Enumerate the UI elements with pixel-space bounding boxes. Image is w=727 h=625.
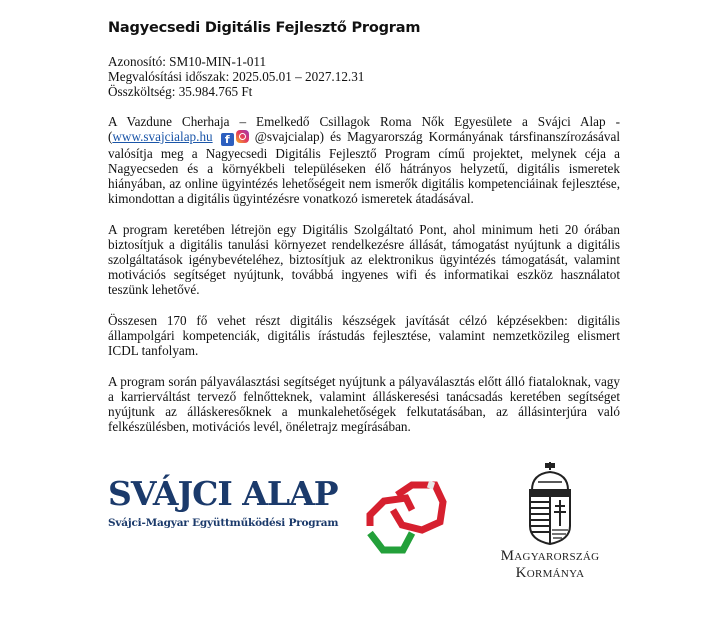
hexagon-links-icon: [360, 470, 460, 570]
project-cost: Összköltség: 35.984.765 Ft: [108, 84, 253, 99]
document-body: [108, 18, 620, 450]
government-line1: Magyarország: [500, 548, 600, 564]
project-meta: [108, 54, 620, 99]
intro-text-end: @svajcialap) és Magyarország Kormányának társfinanszírozásával valósítja meg a Nagyecsedi Digitális Fejlesztő Program című projektet, melynek céja a Nagyecseden és a környékbeli településeken élő hátrányos helyzetű, digitális ismeretek hiányában, az online ügyintézés lehetőségeit nem ismerők digitális kompetenciáinak fejlesztése, kimondottan a digitális ügyintézésre vonatkozó ismeretek átadásával.: [108, 129, 621, 206]
paragraph-service-point: A program keretében létrejön egy Digitális Szolgáltató Pont, ahol minimum heti 20 órában biztosítjuk a digitális tanulási környezet rendelkezésre állását, támogatást nyújtunk a digitális szolgáltatások igénybevételéhez, biztosítjuk az elektronikus ügyintézés támogatását, valamint motivációs segítséget nyújtunk, továbbá ingyenes wifi és informatikai eszköz használatot teszünk lehetővé.: [108, 222, 620, 297]
government-line2: Kormánya: [515, 565, 585, 581]
intro-text-start: A Vazdune Cherhaja – Emelkedő Csillagok Roma Nők Egyesülete a Svájci Alap - (: [108, 114, 620, 144]
svajci-alap-logo: [108, 475, 348, 529]
website-link[interactable]: www.svajcialap.hu: [112, 129, 213, 144]
hexagon-right-red: [393, 485, 443, 530]
logo-bar: [0, 455, 727, 595]
government-name: [480, 548, 620, 582]
paragraph-career: A program során pályaválasztási segítséget nyújtunk a pályaválasztás előtt álló fiataloknak, vagy a karrierváltást tervező felnőtteknek, valamint álláskeresési tanácsadás keretében segítséget nyújtunk az álláskeresőknek a munkalehetőségek felkutatásában, az állásinterjúra való felkészülésben, motivációs levél, önéletrajz megírásában.: [108, 374, 620, 434]
svajci-alap-subtitle: Svájci-Magyar Együttműködési Program: [108, 517, 339, 529]
page-title: Nagyecsedi Digitális Fejlesztő Program: [108, 20, 421, 36]
coat-of-arms-icon: [480, 460, 620, 546]
project-id: Azonosító: SM10-MIN-1-011: [108, 54, 267, 69]
hexagon-left-green: [370, 533, 412, 550]
government-logo: [480, 460, 620, 590]
instagram-icon[interactable]: [236, 130, 249, 143]
hexagon-gap: [428, 484, 434, 486]
paragraph-intro: [108, 114, 620, 206]
project-period: Megvalósítási időszak: 2025.05.01 – 2027.12.31: [108, 69, 365, 84]
facebook-icon[interactable]: f: [221, 133, 234, 146]
paragraph-trainings: Összesen 170 fő vehet részt digitális készségek javítását célzó képzésekben: digitális állampolgári kompetenciák, digitális írástudás fejlesztése, valamint nemzetközileg elismert ICDL tanfolyam.: [108, 313, 620, 358]
svajci-alap-name: SVÁJCI ALAP: [108, 474, 338, 513]
